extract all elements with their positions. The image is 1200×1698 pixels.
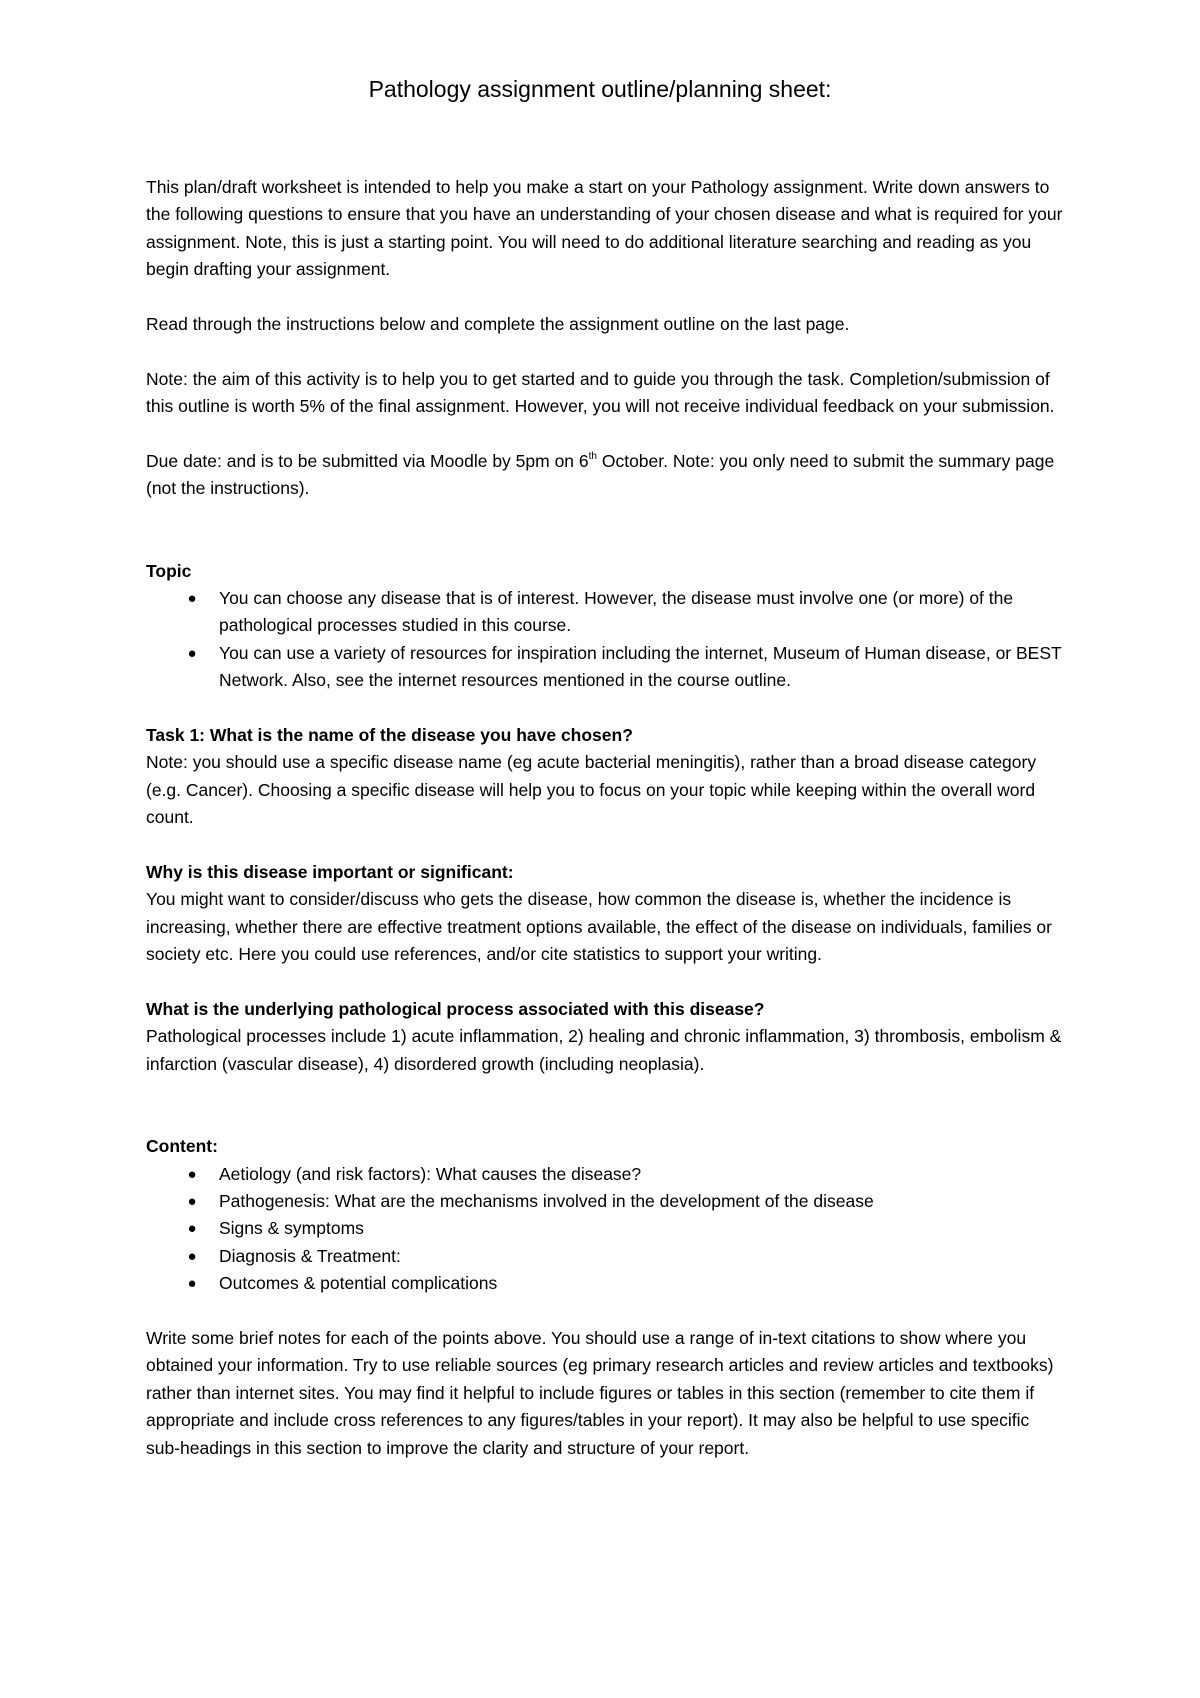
aim-paragraph: Note: the aim of this activity is to help you to get started and to guide you through the task. Completion/submission of this outline is worth 5% of the final assignment. However, you will not receive individual feedback on your submission. xyxy=(146,368,1055,417)
process-text: Pathological processes include 1) acute inflammation, 2) healing and chronic inflammation, 3) thrombosis, embolism & infarction (vascular disease), 4) disordered growth (including neoplasia). xyxy=(146,1026,1062,1074)
bullet-icon: ● xyxy=(187,1275,197,1293)
list-item-text: Diagnosis & Treatment: xyxy=(219,1245,401,1266)
due-date-text: Due date: and is to be submitted via Moodle by 5pm on 6 xyxy=(146,451,589,472)
list-item-text: Pathogenesis: What are the mechanisms involved in the development of the disease xyxy=(219,1190,874,1211)
due-date-ordinal: th xyxy=(588,451,597,463)
content-heading: Content: xyxy=(146,1136,218,1157)
list-item xyxy=(146,1188,1066,1215)
list-item-text: You can use a variety of resources for inspiration including the internet, Museum of Human disease, or BEST Network. Also, see the internet resources mentioned in the course outline. xyxy=(219,642,1062,691)
list-item xyxy=(146,1243,1066,1270)
significance-text: You might want to consider/discuss who gets the disease, how common the disease is, whether the incidence is increasing, whether there are effective treatment options available, the effect of the disease on individuals, families or society etc. Here you could use references, and/or cite statistics to support your writing. xyxy=(146,889,1052,965)
list-item-text: Aetiology (and risk factors): What causes the disease? xyxy=(219,1163,642,1184)
list-item xyxy=(146,640,1066,695)
content-list xyxy=(146,1161,1066,1298)
bullet-icon: ● xyxy=(187,1192,197,1210)
task1-heading: Task 1: What is the name of the disease you have chosen? xyxy=(146,725,633,746)
significance-heading: Why is this disease important or significant: xyxy=(146,862,514,883)
instructions-paragraph: Read through the instructions below and complete the assignment outline on the last page. xyxy=(146,314,850,335)
list-item xyxy=(146,1215,1066,1242)
bullet-icon: ● xyxy=(187,644,197,662)
intro-paragraph: This plan/draft worksheet is intended to help you make a start on your Pathology assignment. Write down answers to the following questions to ensure that you have an understanding of your chosen disease and what is required for your assignment. Note, this is just a starting point. You will need to do additional literature searching and reading as you begin drafting your assignment. xyxy=(146,177,1063,280)
list-item-text: You can choose any disease that is of interest. However, the disease must involve one (or more) of the pathological processes studied in this course. xyxy=(219,588,1014,636)
due-date-paragraph xyxy=(146,448,1066,503)
topic-heading: Topic xyxy=(146,560,192,581)
list-item xyxy=(146,1270,1066,1297)
topic-list xyxy=(146,585,1066,695)
page-title: Pathology assignment outline/planning sheet: xyxy=(368,76,832,102)
bullet-icon: ● xyxy=(187,590,197,608)
list-item xyxy=(146,585,1066,640)
bullet-icon: ● xyxy=(187,1220,197,1238)
process-heading: What is the underlying pathological process associated with this disease? xyxy=(146,999,765,1020)
list-item-text: Signs & symptoms xyxy=(219,1218,364,1239)
list-item xyxy=(146,1161,1066,1188)
due-date-text-cont: October. Note: you only need to submit the summary page (not the instructions). xyxy=(146,451,1055,499)
bullet-icon: ● xyxy=(187,1165,197,1183)
list-item-text: Outcomes & potential complications xyxy=(219,1273,498,1294)
document-body xyxy=(146,174,1066,1462)
content-notes: Write some brief notes for each of the points above. You should use a range of in-text citations to show where you obtained your information. Try to use reliable sources (eg primary research articles and review articles and textbooks) rather than internet sites. You may find it helpful to include figures or tables in this section (remember to cite them if appropriate and include cross references to any figures/tables in your report). It may also be helpful to use specific sub-headings in this section to improve the clarity and structure of your report. xyxy=(146,1327,1054,1458)
bullet-icon: ● xyxy=(187,1247,197,1265)
task1-text: Note: you should use a specific disease name (eg acute bacterial meningitis), rather than a broad disease category (e.g. Cancer). Choosing a specific disease will help you to focus on your topic while keeping within the overall word count. xyxy=(146,752,1037,828)
